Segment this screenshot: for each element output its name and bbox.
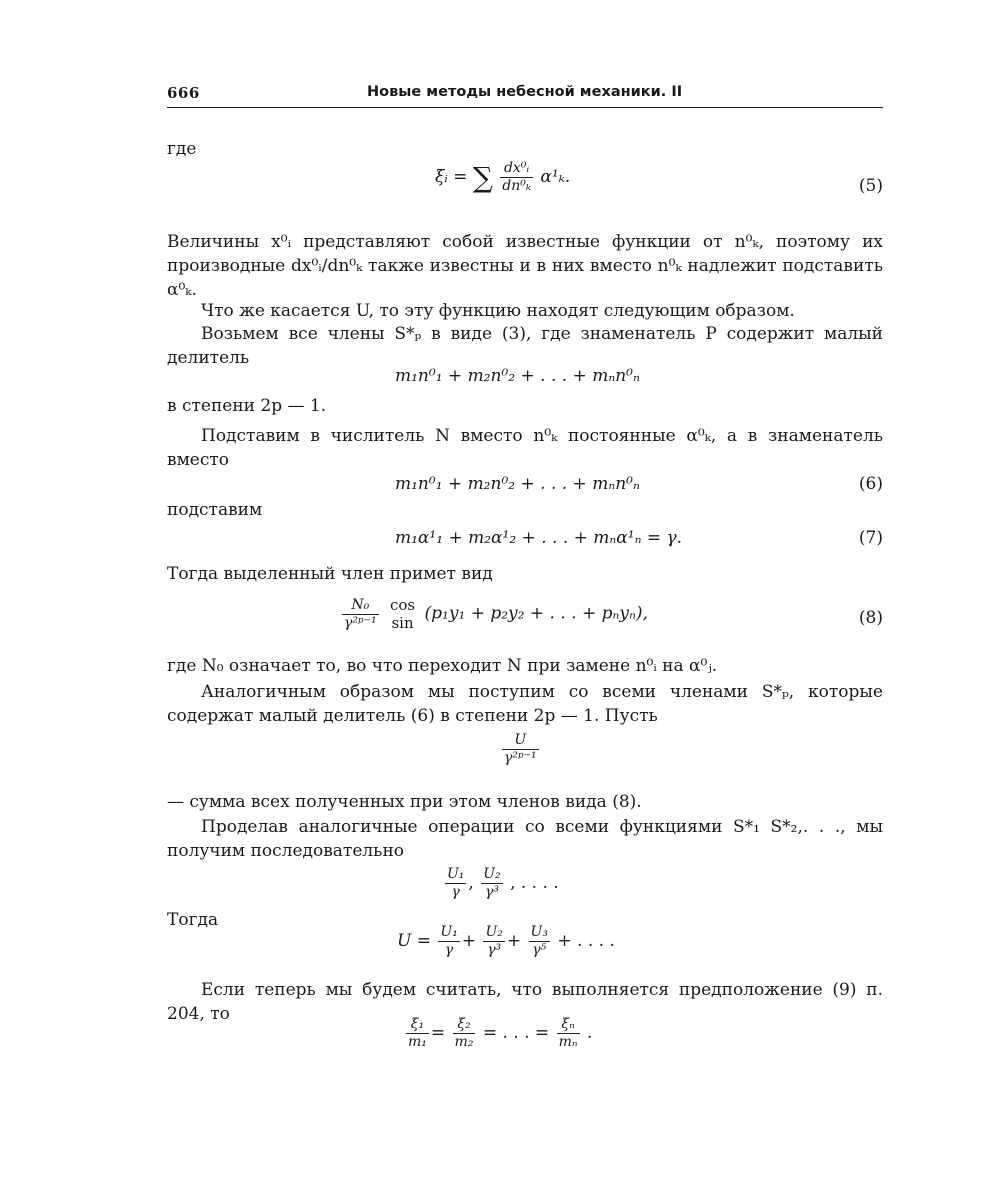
u-fraction: [500, 732, 541, 767]
sequence-formula: $\frac{\text{U₁}}{\gamma}$ , $\frac{\text{U₂}}{\text{γ³}}$ , . . . .: [447, 866, 559, 900]
u-denominator: γ²ᵖ⁻¹: [504, 750, 537, 766]
ratio-mid: = . . . =: [482, 1023, 550, 1043]
sin-label: sin: [391, 614, 414, 632]
equation-6: m₁n⁰₁ + m₂n⁰₂ + . . . + mₙn⁰ₙ: [395, 474, 640, 494]
u-series-f3-num: U₃: [530, 924, 548, 940]
eq8-fraction: [342, 597, 379, 632]
u-fraction-body: [502, 732, 539, 767]
paragraph-substitute-2: подставим: [167, 500, 263, 520]
ratio-f2-den: m₂: [454, 1034, 474, 1050]
ratio-f3-num: ξₙ: [557, 1016, 580, 1034]
paragraph-n0-meaning: где N₀ означает то, во что переходит N при замене n⁰ᵢ на α⁰ⱼ.: [167, 656, 718, 676]
seq-f2-den: γ³: [484, 884, 499, 900]
ratio-f1-num: ξ₁: [406, 1016, 429, 1034]
paragraph-then-2: Тогда: [167, 910, 219, 930]
seq-f2-num: U₂: [483, 866, 501, 882]
seq-frac-2: [481, 866, 502, 901]
paragraph-substitute: Подставим в числитель N вместо n⁰ₖ постоянные α⁰ₖ, а в знаменатель вместо: [167, 426, 883, 470]
eq8-trig: [390, 596, 415, 632]
u-series-frac-1: [438, 924, 459, 959]
ratio-f3-den: mₙ: [558, 1034, 578, 1050]
paragraph-if-now: Если теперь мы будем считать, что выполняется предположение (9) п. 204, то: [167, 980, 883, 1024]
u-series-f1-num: U₁: [440, 924, 458, 940]
ratio-f2-num: ξ₂: [453, 1016, 476, 1034]
equation-7-label: (7): [858, 528, 883, 548]
paragraph-then: Тогда выделенный член примет вид: [167, 564, 493, 584]
seq-frac-1: [445, 866, 466, 901]
paragraph-sum-of-terms: — сумма всех полученных при этом членов вида (8).: [167, 792, 642, 812]
u-series-frac-2: [483, 924, 504, 959]
equation-6-label: (6): [858, 474, 883, 494]
eq8-numerator: N₀: [342, 597, 379, 615]
page-header: [167, 84, 883, 108]
paragraph-take-terms: Возьмем все члены S*ₚ в виде (3), где знаменатель P содержит малый делитель: [167, 324, 883, 368]
ratio-frac-2: [453, 1016, 476, 1051]
eq8-denominator: γ²ᵖ⁻¹: [344, 614, 377, 631]
u-series-f2-num: U₂: [485, 924, 503, 940]
ratio-frac-3: [557, 1016, 580, 1051]
header-rule: [167, 107, 883, 108]
ratio-tail: .: [586, 1023, 593, 1043]
paragraph-having-done: Проделав аналогичные операции со всеми функциями S*₁ S*₂,. . ., мы получим последовательно: [167, 817, 883, 861]
u-series-frac-3: [529, 924, 550, 959]
eq5-numerator: dx⁰ᵢ: [500, 160, 533, 178]
running-title: Новые методы небесной механики. II: [367, 84, 683, 100]
eq5-lhs: ξᵢ =: [435, 167, 468, 187]
seq-f1-den: γ: [451, 884, 460, 900]
u-series-f3-den: γ⁵: [532, 942, 547, 958]
u-series-tail: + . . . .: [557, 931, 615, 951]
u-series-f1-den: γ: [444, 942, 454, 958]
paragraph-power: в степени 2p — 1.: [167, 396, 327, 416]
cos-label: cos: [390, 596, 416, 614]
ratio-frac-1: [406, 1016, 429, 1051]
page-number: 666: [167, 84, 200, 102]
equation-8: [340, 596, 648, 632]
u-numerator: U: [502, 732, 539, 750]
paragraph-analogous: Аналогичным образом мы поступим со всеми членами S*ₚ, которые содержат малый делитель (6) в степени 2p — 1. Пусть: [167, 682, 883, 726]
paragraph-concerning-u: Что же касается U, то эту функцию находят следующим образом.: [201, 301, 795, 321]
eq8-argument: (p₁y₁ + p₂y₂ + . . . + pₙyₙ),: [424, 603, 648, 624]
u-series-f2-den: γ³: [487, 942, 502, 958]
seq-tail: , . . . .: [510, 873, 559, 893]
paragraph-where: где: [167, 139, 197, 159]
paragraph-quantities: Величины x⁰ᵢ представляют собой известные функции от n⁰ₖ, поэтому их производные dx⁰ᵢ/dn⁰ₖ также известны и в них вместо n⁰ₖ надлежит подставить α⁰ₖ.: [167, 232, 883, 300]
equation-5: [435, 160, 570, 195]
equation-8-label: (8): [858, 608, 883, 628]
u-series-lhs: U =: [397, 931, 431, 951]
eq5-fraction: [500, 160, 533, 195]
ratio-f1-den: m₁: [408, 1034, 427, 1050]
eq5-denominator: dn⁰ₖ: [502, 178, 531, 194]
equation-5-label: (5): [858, 176, 883, 196]
equation-7: m₁α¹₁ + m₂α¹₂ + . . . + mₙα¹ₙ = γ.: [395, 528, 683, 548]
sum-symbol: ∑: [472, 161, 493, 194]
ratio-formula: $\frac{\text{ξ₁}}{\text{m₁}}$ = $\frac{\text{ξ₂}}{\text{m₂}}$ = . . . = $\frac{\text{ξₙ}}{\text{mₙ}}$ .: [408, 1016, 593, 1050]
eq5-rhs: α¹ₖ.: [540, 167, 571, 187]
seq-f1-num: U₁: [447, 866, 465, 882]
small-divisor-formula: m₁n⁰₁ + m₂n⁰₂ + . . . + mₙn⁰ₙ: [395, 366, 640, 386]
u-series-formula: U = $\frac{\text{U₁}}{\gamma}$ + $\frac{\text{U₂}}{\text{γ³}}$ + $\frac{\text{U₃}}{\text{γ⁵}}$ + . . . .: [397, 924, 615, 958]
